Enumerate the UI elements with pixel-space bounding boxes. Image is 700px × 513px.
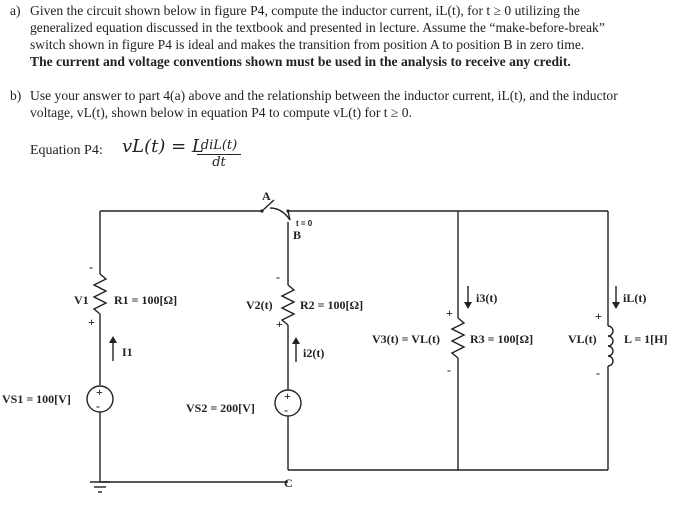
- v3-plus: +: [446, 306, 453, 320]
- vs1-minus: -: [96, 399, 100, 413]
- part-a-label: a): [10, 3, 21, 18]
- arrowhead-i3: [464, 302, 472, 309]
- equation-label: Equation P4:: [30, 143, 103, 158]
- arrowhead-i1: [109, 336, 117, 343]
- node-c-label: C: [284, 476, 293, 490]
- il-label: iL(t): [623, 291, 647, 305]
- node-b-label: B: [293, 228, 302, 242]
- part-a-line-4: The current and voltage conventions shown must be used in the analysis to receive any credit.: [30, 54, 571, 69]
- i3-label: i3(t): [476, 291, 498, 305]
- v1-minus: -: [89, 260, 93, 274]
- vs2-plus: +: [284, 389, 291, 403]
- arrowhead-i2: [292, 337, 300, 344]
- node-a-label: A: [262, 189, 271, 203]
- r2-label: R2 = 100[Ω]: [300, 298, 364, 312]
- equation-numerator: diL(t): [197, 138, 241, 155]
- resistor-r1: [94, 274, 106, 314]
- part-a-line-2: generalized equation discussed in the textbook and presented in lecture. Assume the “make-before-break”: [30, 20, 605, 35]
- v2-minus: -: [276, 270, 280, 284]
- vs1-label: VS1 = 100[V]: [2, 392, 71, 406]
- vs2-minus: -: [284, 403, 288, 417]
- equation-denominator: dt: [212, 155, 226, 170]
- part-b-label: b): [10, 88, 22, 103]
- switch-node-b: [286, 209, 289, 212]
- vs2-label: VS2 = 200[V]: [186, 401, 255, 415]
- v1-plus: +: [88, 315, 95, 329]
- l-label: L = 1[H]: [624, 332, 668, 346]
- inductor-l: [608, 326, 613, 366]
- part-a-line-1: Given the circuit shown below in figure P4, compute the inductor current, iL(t), for t ≥ 0 utilizing the: [30, 3, 580, 18]
- v3-minus: -: [447, 363, 451, 377]
- v2-label: V2(t): [246, 298, 273, 312]
- vl-label: VL(t): [568, 332, 597, 346]
- vl-minus: -: [596, 366, 600, 380]
- i1-label: I1: [122, 345, 133, 359]
- v1-label: V1: [74, 293, 89, 307]
- r3-label: R3 = 100[Ω]: [470, 332, 534, 346]
- part-a-line-3: switch shown in figure P4 is ideal and makes the transition from position A to position B in zero time.: [30, 37, 585, 52]
- equation-lhs: vL(t) = L: [122, 136, 204, 157]
- i2-label: i2(t): [303, 346, 325, 360]
- switch-time-label: t = 0: [296, 219, 313, 228]
- vs1-plus: +: [96, 385, 103, 399]
- part-b-line-2: voltage, vL(t), shown below in equation P4 to compute vL(t) for t ≥ 0.: [30, 105, 412, 120]
- switch-node-a: [260, 209, 263, 212]
- v2-plus: +: [276, 317, 283, 331]
- v3-label: V3(t) = VL(t): [372, 332, 440, 346]
- resistor-r3: [452, 318, 464, 358]
- part-b-line-1: Use your answer to part 4(a) above and the relationship between the inductor current, iL(t), and the inductor: [30, 88, 618, 103]
- r1-label: R1 = 100[Ω]: [114, 293, 178, 307]
- resistor-r2: [282, 285, 294, 325]
- vl-plus: +: [595, 309, 602, 323]
- arrowhead-il: [612, 302, 620, 309]
